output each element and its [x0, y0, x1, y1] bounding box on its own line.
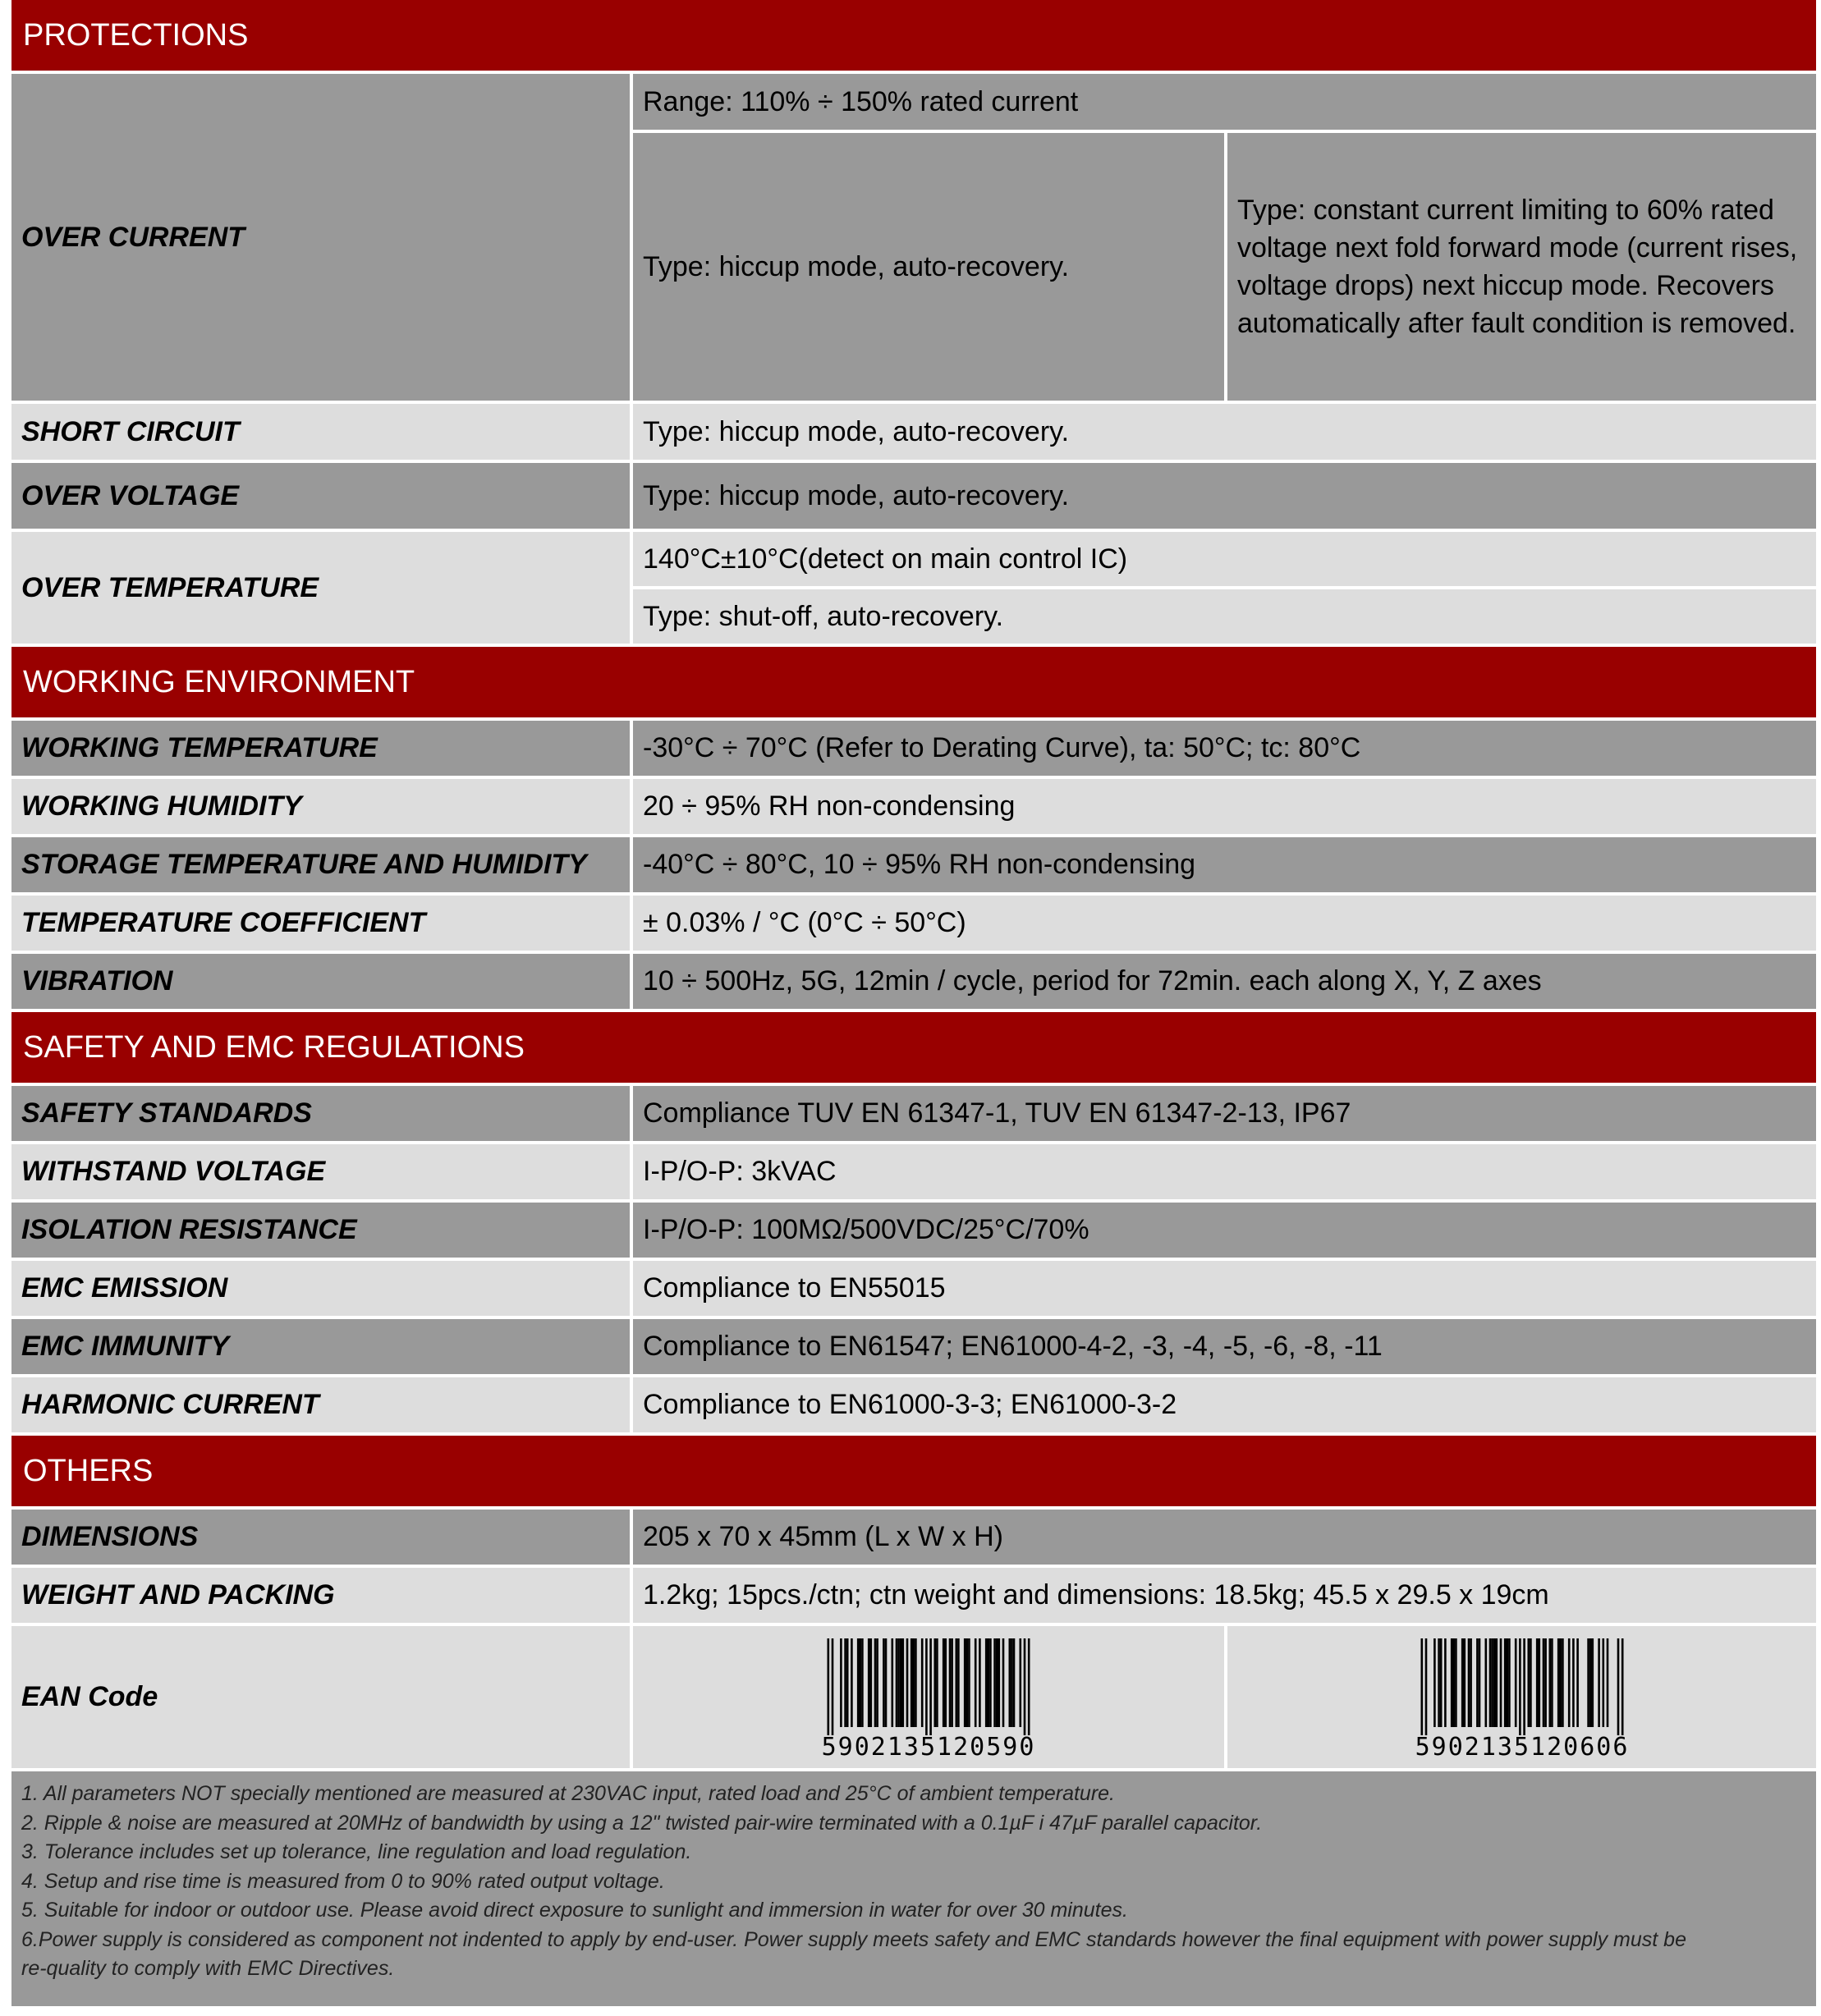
- barcode-bar: [1530, 1638, 1532, 1727]
- label-harmonic-current: HARMONIC CURRENT: [11, 1377, 630, 1432]
- ean-cell-1: [633, 1626, 1224, 1768]
- barcode-bar: [1452, 1638, 1455, 1727]
- barcode-bar: [897, 1638, 900, 1727]
- section-header-working-environment: [11, 647, 1816, 717]
- barcode-bar: [828, 1638, 830, 1735]
- value-over-temperature-1: 140°C±10°C(detect on main control IC): [633, 532, 1816, 586]
- barcode-bar: [1450, 1638, 1452, 1727]
- barcode-bar: [1506, 1638, 1508, 1727]
- barcode-bar: [1478, 1638, 1480, 1727]
- barcode-icon: [1403, 1632, 1641, 1763]
- footnote: 2. Ripple & noise are measured at 20MHz of bandwidth by using a 12" twisted pair-wire terminated with a 0.1µF i 47µF parallel capacitor.: [21, 1811, 1263, 1835]
- barcode-bar: [921, 1638, 924, 1727]
- barcode-bar: [1455, 1638, 1457, 1727]
- barcode-bar: [1461, 1638, 1463, 1727]
- label-isolation-resistance: ISOLATION RESISTANCE: [11, 1203, 630, 1258]
- barcode-bar: [985, 1638, 988, 1727]
- barcode-bar: [1424, 1638, 1427, 1735]
- barcode-bar: [1576, 1638, 1579, 1727]
- label-over-voltage: OVER VOLTAGE: [11, 463, 630, 529]
- barcode-icon: [810, 1632, 1048, 1763]
- label-vibration: VIBRATION: [11, 954, 630, 1009]
- barcode-bar: [934, 1638, 937, 1727]
- barcode-bar: [929, 1638, 932, 1735]
- barcode-bar: [1538, 1638, 1540, 1727]
- barcode-bar: [1463, 1638, 1466, 1727]
- label-dimensions: DIMENSIONS: [11, 1510, 630, 1565]
- barcode-bar: [868, 1638, 870, 1727]
- section-header-safety-emc: [11, 1012, 1816, 1083]
- value-dimensions: 205 x 70 x 45mm (L x W x H): [633, 1510, 1816, 1565]
- barcode-bar: [1591, 1638, 1594, 1727]
- label-working-humidity: WORKING HUMIDITY: [11, 779, 630, 834]
- value-safety-standards: Compliance TUV EN 61347-1, TUV EN 61347-2-13, IP67: [633, 1086, 1816, 1141]
- barcode-bar: [951, 1638, 953, 1727]
- value-emc-immunity: Compliance to EN61547; EN61000-4-2, -3, -4, -5, -6, -8, -11: [633, 1319, 1816, 1374]
- barcode-bar: [996, 1638, 998, 1727]
- barcode-bar: [1606, 1638, 1608, 1727]
- ean-digits: 5902135120606: [1415, 1732, 1629, 1762]
- barcode-bar: [840, 1638, 842, 1727]
- ean-cell-2: [1227, 1626, 1816, 1768]
- barcode-bar: [896, 1638, 898, 1727]
- barcode-bar: [979, 1638, 981, 1727]
- barcode-bar: [1572, 1638, 1575, 1727]
- barcode-bar: [1009, 1638, 1011, 1727]
- value-working-temperature: -30°C ÷ 70°C (Refer to Derating Curve), ta: 50°C; tc: 80°C: [633, 721, 1816, 776]
- barcode-bar: [1519, 1638, 1521, 1735]
- barcode-bar: [1548, 1638, 1551, 1727]
- barcode-bar: [1514, 1638, 1516, 1727]
- label-short-circuit: SHORT CIRCUIT: [11, 404, 630, 460]
- barcode-bar: [925, 1638, 928, 1735]
- barcode-bar: [1002, 1638, 1005, 1727]
- value-temperature-coefficient: ± 0.03% / °C (0°C ÷ 50°C): [633, 896, 1816, 951]
- barcode-bar: [870, 1638, 873, 1727]
- label-weight-packing: WEIGHT AND PACKING: [11, 1568, 630, 1623]
- barcode-bar: [1621, 1638, 1623, 1735]
- barcode-bar: [1602, 1638, 1604, 1727]
- barcode-bar: [1617, 1638, 1619, 1735]
- barcode-bar: [913, 1638, 915, 1727]
- barcode-bar: [957, 1638, 960, 1727]
- barcode-bar: [876, 1638, 878, 1727]
- barcode-bar: [945, 1638, 947, 1727]
- barcode-bar: [1589, 1638, 1591, 1727]
- barcode-bar: [1535, 1638, 1538, 1727]
- value-emc-emission: Compliance to EN55015: [633, 1261, 1816, 1316]
- value-over-current-range: Range: 110% ÷ 150% rated current: [633, 74, 1816, 130]
- barcode-bar: [1013, 1638, 1016, 1727]
- barcode-bar: [885, 1638, 888, 1727]
- barcode-bar: [844, 1638, 846, 1727]
- barcode-bar: [1439, 1638, 1442, 1727]
- barcode-bar: [861, 1638, 864, 1727]
- barcode-bar: [1024, 1638, 1026, 1735]
- value-withstand-voltage: I-P/O-P: 3kVAC: [633, 1144, 1816, 1199]
- barcode-bar: [1499, 1638, 1502, 1727]
- barcode-bar: [1495, 1638, 1498, 1727]
- section-header-others: [11, 1436, 1816, 1506]
- label-emc-immunity: EMC IMMUNITY: [11, 1319, 630, 1374]
- label-storage-temperature: STORAGE TEMPERATURE AND HUMIDITY: [11, 837, 630, 892]
- barcode-bar: [989, 1638, 992, 1727]
- footnote: 6.Power supply is considered as component not indented to apply by end-user. Power supply meets safety and EMC standards however the final equipment with power supply must be: [21, 1927, 1686, 1951]
- barcode-bar: [1523, 1638, 1525, 1735]
- value-weight-packing: 1.2kg; 15pcs./ctn; ctn weight and dimensions: 18.5kg; 45.5 x 29.5 x 19cm: [633, 1568, 1816, 1623]
- barcode-bar: [998, 1638, 1001, 1727]
- value-vibration: 10 ÷ 500Hz, 5G, 12min / cycle, period for 72min. each along X, Y, Z axes: [633, 954, 1816, 1009]
- barcode-bar: [968, 1638, 970, 1727]
- barcode-bar: [949, 1638, 952, 1727]
- barcode-bar: [1444, 1638, 1447, 1727]
- barcode-bar: [975, 1638, 977, 1727]
- value-harmonic-current: Compliance to EN61000-3-3; EN61000-3-2: [633, 1377, 1816, 1432]
- ean-digits: 5902135120590: [821, 1732, 1036, 1762]
- barcode-bar: [993, 1638, 996, 1727]
- barcode-bar: [851, 1638, 853, 1727]
- barcode-bar: [956, 1638, 958, 1727]
- barcode-bar: [857, 1638, 860, 1727]
- barcode-bar: [1542, 1638, 1544, 1727]
- section-header-protections: [11, 0, 1816, 71]
- value-over-current-type-a: Type: hiccup mode, auto-recovery.: [633, 133, 1224, 401]
- barcode-bar: [910, 1638, 913, 1727]
- barcode-bar: [892, 1638, 894, 1727]
- barcode-bar: [1488, 1638, 1491, 1727]
- barcode-bar: [874, 1638, 877, 1727]
- barcode-bar: [1020, 1638, 1022, 1727]
- barcode-bar: [832, 1638, 834, 1735]
- barcode-bar: [1491, 1638, 1493, 1727]
- barcode-bar: [1562, 1638, 1564, 1727]
- barcode-bar: [902, 1638, 905, 1727]
- barcode-bar: [988, 1638, 990, 1727]
- label-temperature-coefficient: TEMPERATURE COEFFICIENT: [11, 896, 630, 951]
- value-over-voltage: Type: hiccup mode, auto-recovery.: [633, 463, 1816, 529]
- barcode-bar: [936, 1638, 938, 1727]
- barcode-bar: [1598, 1638, 1600, 1727]
- barcode-bar: [1544, 1638, 1547, 1727]
- label-over-temperature: OVER TEMPERATURE: [11, 532, 630, 644]
- barcode-bar: [1433, 1638, 1436, 1727]
- barcode-bar: [1438, 1638, 1440, 1727]
- barcode-bar: [1011, 1638, 1013, 1727]
- barcode-bar: [883, 1638, 885, 1727]
- barcode-bar: [1493, 1638, 1495, 1727]
- barcode-bar: [1557, 1638, 1559, 1727]
- label-emc-emission: EMC EMISSION: [11, 1261, 630, 1316]
- section-title: SAFETY AND EMC REGULATIONS: [23, 1029, 525, 1065]
- section-title: OTHERS: [23, 1453, 154, 1488]
- label-withstand-voltage: WITHSTAND VOLTAGE: [11, 1144, 630, 1199]
- footnote: 5. Suitable for indoor or outdoor use. Please avoid direct exposure to sunlight and immersion in water for over 30 minutes.: [21, 1899, 1128, 1922]
- barcode-bar: [1567, 1638, 1570, 1727]
- value-over-current-type-b: Type: constant current limiting to 60% rated voltage next fold forward mode (current rises, voltage drops) next hiccup mode. Recovers automatically after fault condition is removed.: [1227, 133, 1816, 401]
- barcode-bar: [1551, 1638, 1553, 1727]
- barcode-bar: [966, 1638, 969, 1727]
- barcode-bar: [1508, 1638, 1511, 1727]
- barcode-bar: [906, 1638, 909, 1727]
- barcode-bar: [943, 1638, 945, 1727]
- barcode-bar: [964, 1638, 966, 1727]
- barcode-bar: [900, 1638, 902, 1727]
- value-isolation-resistance: I-P/O-P: 100MΩ/500VDC/25°C/70%: [633, 1203, 1816, 1258]
- value-working-humidity: 20 ÷ 95% RH non-condensing: [633, 779, 1816, 834]
- barcode-bar: [1503, 1638, 1506, 1727]
- label-safety-standards: SAFETY STANDARDS: [11, 1086, 630, 1141]
- barcode-bar: [1527, 1638, 1530, 1727]
- barcode-bar: [1484, 1638, 1487, 1727]
- label-over-current: OVER CURRENT: [11, 74, 630, 401]
- barcode-bar: [915, 1638, 917, 1727]
- footnote: 1. All parameters NOT specially mentioned are measured at 230VAC input, rated load and 25°C of ambient temperature.: [21, 1782, 1116, 1805]
- barcode-bar: [1470, 1638, 1472, 1727]
- spec-sheet: [11, 0, 1810, 2006]
- value-short-circuit: Type: hiccup mode, auto-recovery.: [633, 404, 1816, 460]
- barcode-bar: [846, 1638, 849, 1727]
- barcode-bar: [1476, 1638, 1479, 1727]
- barcode-bar: [1028, 1638, 1030, 1735]
- value-over-temperature-2: Type: shut-off, auto-recovery.: [633, 589, 1816, 644]
- footnote: re-quality to comply with EMC Directives.: [21, 1957, 395, 1980]
- barcode-bar: [1587, 1638, 1589, 1727]
- section-title: WORKING ENVIRONMENT: [23, 664, 415, 699]
- value-storage-temperature: -40°C ÷ 80°C, 10 ÷ 95% RH non-condensing: [633, 837, 1816, 892]
- label-ean-code: EAN Code: [11, 1626, 630, 1768]
- barcode-bar: [860, 1638, 862, 1727]
- barcode-bar: [1467, 1638, 1470, 1727]
- footnote: 3. Tolerance includes set up tolerance, line regulation and load regulation.: [21, 1840, 692, 1863]
- footnotes: [11, 1771, 1816, 2006]
- section-title: PROTECTIONS: [23, 17, 249, 53]
- label-working-temperature: WORKING TEMPERATURE: [11, 721, 630, 776]
- barcode-bar: [1420, 1638, 1423, 1735]
- barcode-bar: [1559, 1638, 1562, 1727]
- footnote: 4. Setup and rise time is measured from 0 to 90% rated output voltage.: [21, 1869, 665, 1893]
